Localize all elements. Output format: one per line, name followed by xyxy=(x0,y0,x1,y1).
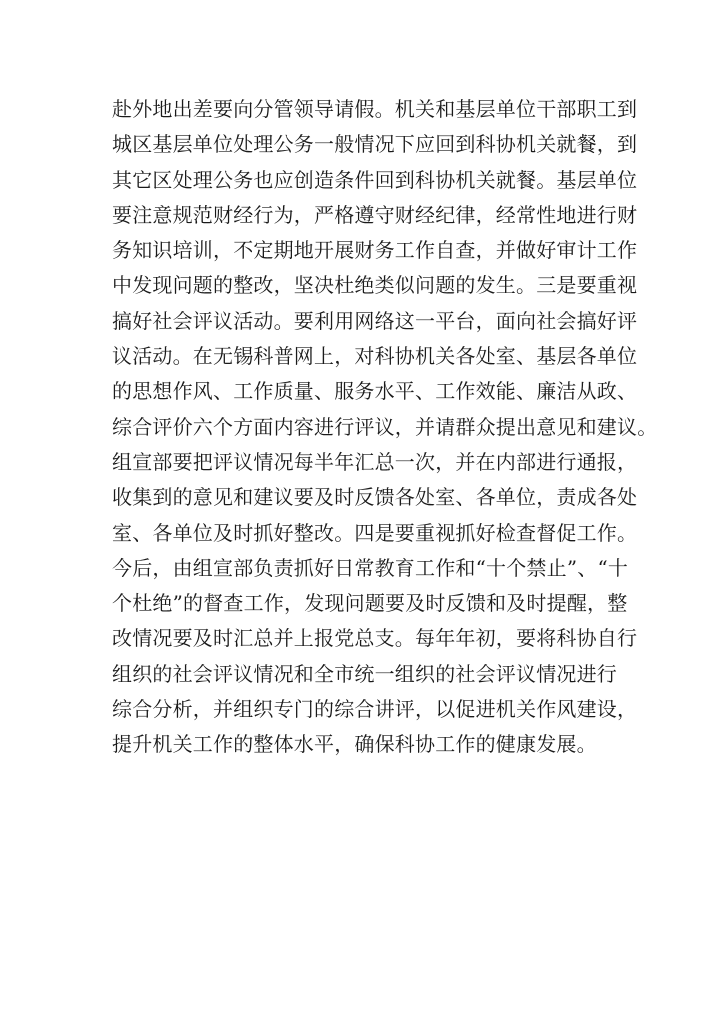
text-line: 今后，由组宣部负责抓好日常教育工作和“十个禁止”、“十 xyxy=(112,555,629,580)
text-line: 个杜绝”的督查工作，发现问题要及时反馈和及时提醒，整 xyxy=(112,591,628,616)
text-line: 赴外地出差要向分管领导请假。机关和基层单位干部职工到 xyxy=(112,97,638,121)
text-line: 城区基层单位处理公务一般情况下应回到科协机关就餐，到 xyxy=(112,132,638,157)
body-paragraph xyxy=(112,92,658,763)
text-line: 改情况要及时汇总并上报党总支。每年年初，要将科协自行 xyxy=(112,626,638,651)
text-line: 综合评价六个方面内容进行评议，并请群众提出意见和建议。 xyxy=(112,414,658,439)
text-line: 议活动。在无锡科普网上，对科协机关各处室、基层各单位 xyxy=(112,344,638,369)
text-line: 室、各单位及时抓好整改。四是要重视抓好检查督促工作。 xyxy=(112,520,638,545)
text-line: 组织的社会评议情况和全市统一组织的社会评议情况进行 xyxy=(112,661,617,686)
text-line: 提升机关工作的整体水平，确保科协工作的健康发展。 xyxy=(112,732,597,757)
text-line: 搞好社会评议活动。要利用网络这一平台，面向社会搞好评 xyxy=(112,308,638,333)
text-line: 要注意规范财经行为，严格遵守财经纪律，经常性地进行财 xyxy=(112,202,638,227)
text-line: 收集到的意见和建议要及时反馈各处室、各单位，责成各处 xyxy=(112,485,638,510)
text-line: 的思想作风、工作质量、服务水平、工作效能、廉洁从政、 xyxy=(112,379,638,404)
text-line: 组宣部要把评议情况每半年汇总一次，并在内部进行通报， xyxy=(112,449,638,474)
text-line: 综合分析，并组织专门的综合讲评，以促进机关作风建设， xyxy=(112,697,638,722)
text-line: 中发现问题的整改，坚决杜绝类似问题的发生。三是要重视 xyxy=(112,273,638,298)
text-line: 务知识培训，不定期地开展财务工作自查，并做好审计工作 xyxy=(112,238,638,263)
text-line: 其它区处理公务也应创造条件回到科协机关就餐。基层单位 xyxy=(112,167,638,192)
